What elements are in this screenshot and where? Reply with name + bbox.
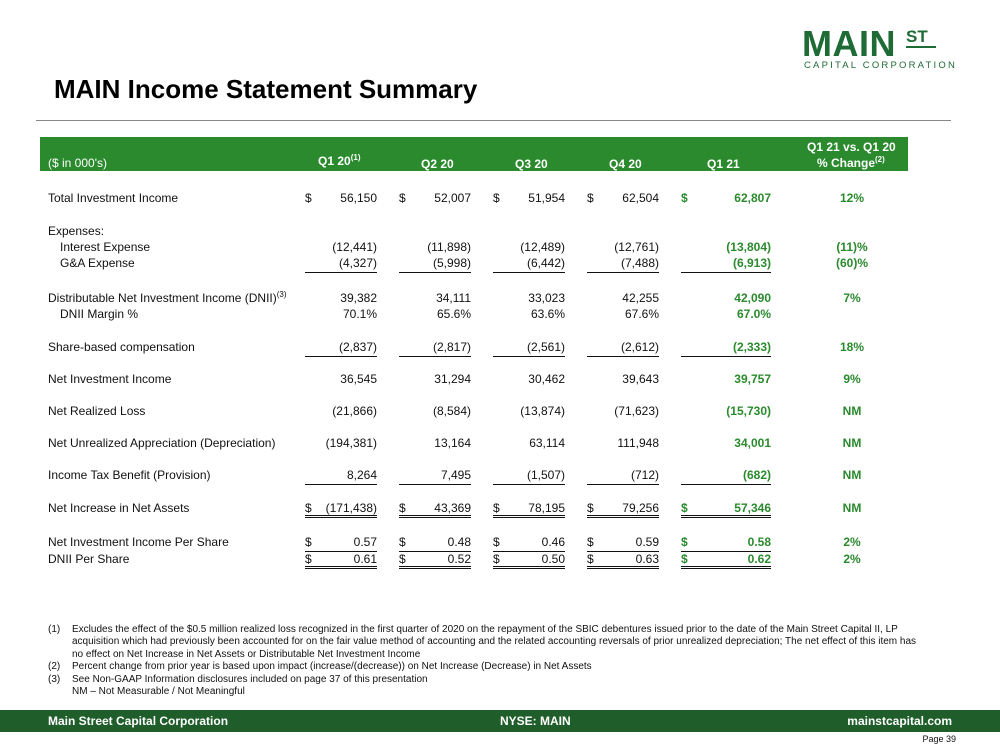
value-2: $ 43,369	[399, 500, 471, 518]
value-5: 34,001	[734, 436, 771, 450]
company-logo	[802, 23, 957, 72]
value-2: (8,584)	[432, 404, 471, 418]
value-5: (6,913)	[681, 255, 771, 273]
value-5: $ 62,807	[681, 191, 771, 205]
change-pct: 9%	[843, 372, 861, 386]
value-5: (13,804)	[726, 240, 771, 254]
value-4: (2,612)	[587, 339, 659, 357]
value-1: $ 56,150	[305, 191, 377, 205]
title-divider	[36, 120, 951, 121]
value-3: $ 51,954	[493, 191, 565, 205]
value-3: 63,114	[529, 436, 565, 450]
value-2: $ 52,007	[399, 191, 471, 205]
value-2: 13,164	[434, 436, 471, 450]
value-3: $ 0.50	[493, 551, 565, 569]
change-pct: NM	[842, 404, 862, 418]
value-3: (2,561)	[493, 339, 565, 357]
row-label: Share-based compensation	[48, 340, 195, 354]
row-label: Net Investment Income	[48, 372, 172, 386]
row-nii	[0, 371, 1000, 387]
value-5: 67.0%	[736, 307, 771, 321]
row-dnii-margin	[0, 306, 1000, 322]
footnote-2: (2) Percent change from prior year is based upon impact (increase/(decrease)) on Net Increase (Decrease) in Net Assets	[48, 661, 592, 673]
header-col-q3-20: Q3 20	[515, 157, 548, 171]
value-5: $ 0.62	[681, 551, 771, 569]
value-1: (2,837)	[305, 339, 377, 357]
row-label: Net Increase in Net Assets	[48, 501, 190, 515]
header-units: ($ in 000's)	[48, 156, 107, 170]
change-pct: 2%	[843, 552, 861, 566]
change-pct: (60)%	[835, 256, 868, 270]
header-col-q4-20: Q4 20	[609, 157, 642, 171]
value-4: (7,488)	[587, 255, 659, 273]
value-4: (712)	[587, 467, 659, 485]
row-tax	[0, 467, 1000, 483]
logo-st-underline	[906, 46, 936, 48]
row-label: Total Investment Income	[48, 191, 179, 205]
row-label: Expenses:	[48, 224, 105, 238]
value-1: 70.1%	[342, 307, 377, 321]
value-4: $ 0.59	[587, 534, 659, 552]
value-4: 42,255	[622, 291, 659, 305]
value-1: $ (171,438)	[305, 500, 377, 518]
row-nii-ps	[0, 534, 1000, 550]
value-3: 63.6%	[530, 307, 565, 321]
change-pct: NM	[842, 436, 862, 450]
footer-website[interactable]: mainstcapital.com	[847, 714, 952, 728]
value-4: 39,643	[622, 372, 659, 386]
value-5: $ 57,346	[681, 500, 771, 518]
row-share-comp	[0, 339, 1000, 355]
footnote-1: (1) Excludes the effect of the $0.5 million realized loss recognized in the first quarter of 2020 on the repayment of the SBIC debentures issued prior to the date of the Main Street Capital II, LP acquisition which had previously been accounted for on the fair value method of accounting and the related accounting reversals of prior unrealized depreciation; The net effect of this item has no effect on Net Increase in Net Assets or Distributable Net Investment Income	[48, 624, 917, 660]
page-title: MAIN Income Statement Summary	[54, 74, 478, 104]
value-1: 8,264	[305, 467, 377, 485]
row-total-income	[0, 190, 1000, 206]
value-4: 67.6%	[624, 307, 659, 321]
value-1: $ 0.61	[305, 551, 377, 569]
row-label: Net Unrealized Appreciation (Depreciation)	[48, 436, 276, 450]
value-1: (12,441)	[332, 240, 377, 254]
row-interest	[0, 239, 1000, 255]
value-1: $ 0.57	[305, 534, 377, 552]
row-label: Distributable Net Investment Income (DNII)$^{(3)}$	[48, 290, 287, 305]
page-number: Page 39	[922, 734, 956, 744]
change-pct: 2%	[843, 535, 861, 549]
value-3: (1,507)	[493, 467, 565, 485]
change-pct: 12%	[839, 191, 865, 205]
row-dnii-ps	[0, 551, 1000, 567]
logo-main-text: MAIN	[802, 23, 896, 64]
value-3: (12,489)	[520, 240, 565, 254]
row-label: Income Tax Benefit (Provision)	[48, 468, 211, 482]
change-pct: NM	[842, 468, 862, 482]
change-pct: NM	[842, 501, 862, 515]
value-3: $ 78,195	[493, 500, 565, 518]
row-label: G&A Expense	[60, 256, 135, 270]
row-label: DNII Per Share	[48, 552, 130, 566]
value-5: (682)	[681, 467, 771, 485]
row-label: DNII Margin %	[60, 307, 139, 321]
value-1: 39,382	[340, 291, 377, 305]
value-1: (194,381)	[325, 436, 377, 450]
header-col-q2-20: Q2 20	[421, 157, 454, 171]
footnote-3: (3) See Non-GAAP Information disclosures included on page 37 of this presentation	[48, 673, 428, 685]
header-change-line1: Q1 21 vs. Q1 20	[807, 140, 896, 154]
row-realized	[0, 403, 1000, 419]
row-expenses	[0, 223, 1000, 239]
change-pct: (11)%	[836, 240, 868, 254]
logo-subtitle: CAPITAL CORPORATION	[804, 60, 957, 71]
value-4: $ 0.63	[587, 551, 659, 569]
value-3: (13,874)	[520, 404, 565, 418]
header-col-q1-21: Q1 21	[707, 157, 740, 171]
value-2: 65.6%	[436, 307, 471, 321]
value-5: (15,730)	[726, 404, 771, 418]
header-change-line2: % Change$^{(2)}$	[817, 155, 885, 170]
row-label: Net Investment Income Per Share	[48, 535, 229, 549]
row-label: Net Realized Loss	[48, 404, 146, 418]
value-4: $ 62,504	[587, 191, 659, 205]
footer-bar	[0, 710, 1000, 732]
value-5: (2,333)	[681, 339, 771, 357]
value-2: (11,898)	[427, 240, 471, 254]
footer-ticker: NYSE: MAIN	[500, 714, 571, 728]
value-2: 31,294	[434, 372, 471, 386]
row-net-increase	[0, 500, 1000, 516]
value-2: (5,998)	[399, 255, 471, 273]
footer-company: Main Street Capital Corporation	[48, 714, 229, 728]
value-5: 39,757	[734, 372, 771, 386]
value-5: $ 0.58	[681, 534, 771, 552]
value-3: (6,442)	[493, 255, 565, 273]
value-3: 33,023	[528, 291, 565, 305]
value-1: (4,327)	[305, 255, 377, 273]
value-5: 42,090	[734, 291, 771, 305]
value-1: (21,866)	[332, 404, 377, 418]
footnote-nm: NM – Not Measurable / Not Meaningful	[72, 686, 245, 698]
row-label: Interest Expense	[60, 240, 151, 254]
table-header	[40, 137, 908, 171]
value-4: 111,948	[617, 436, 659, 450]
value-2: 34,111	[436, 291, 471, 305]
row-ga	[0, 255, 1000, 271]
header-col-q1-20: Q1 20$^{(1)}$	[318, 153, 361, 168]
value-2: $ 0.52	[399, 551, 471, 569]
value-2: $ 0.48	[399, 534, 471, 552]
row-unrealized	[0, 435, 1000, 451]
value-3: $ 0.46	[493, 534, 565, 552]
value-4: (71,623)	[614, 404, 659, 418]
logo-st-text: ST	[906, 27, 928, 46]
change-pct: 7%	[843, 291, 861, 305]
value-4: (12,761)	[614, 240, 659, 254]
footnotes	[48, 624, 918, 698]
value-3: 30,462	[528, 372, 565, 386]
value-4: $ 79,256	[587, 500, 659, 518]
value-2: 7,495	[399, 467, 471, 485]
change-pct: 18%	[839, 340, 865, 354]
value-2: (2,817)	[399, 339, 471, 357]
row-dnii	[0, 290, 1000, 306]
value-1: 36,545	[340, 372, 377, 386]
